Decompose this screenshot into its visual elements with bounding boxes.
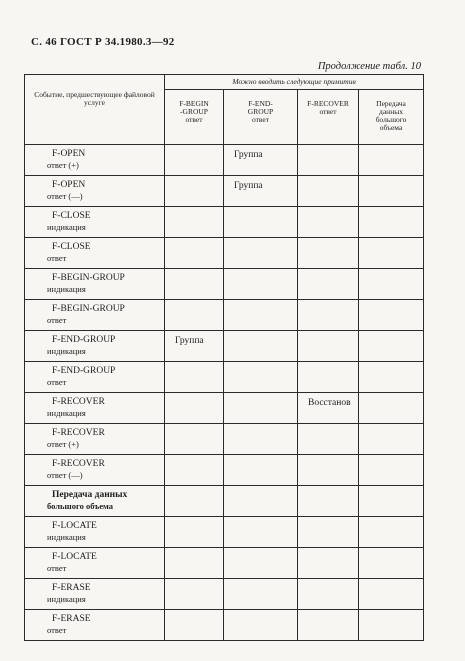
event-cell bbox=[25, 176, 165, 207]
column-header-line: объема bbox=[379, 123, 403, 132]
value-cell bbox=[165, 176, 224, 207]
value-cell bbox=[359, 579, 424, 610]
value-cell bbox=[359, 145, 424, 176]
value-cell bbox=[298, 517, 359, 548]
event-column-header: Событие, предшествующее файловой услуге bbox=[25, 75, 165, 145]
table-row bbox=[25, 207, 424, 238]
event-name: F-BEGIN-GROUP bbox=[52, 273, 125, 283]
event-type: ответ (—) bbox=[47, 470, 83, 480]
event-cell bbox=[25, 610, 165, 641]
value-cell bbox=[298, 579, 359, 610]
event-type: индикация bbox=[47, 346, 86, 356]
event-name: F-RECOVER bbox=[52, 397, 105, 407]
column-header-line: F-END- bbox=[248, 99, 273, 108]
value-cell bbox=[359, 176, 424, 207]
value-cell bbox=[165, 145, 224, 176]
value-cell bbox=[359, 362, 424, 393]
column-header-line: F-BEGIN bbox=[179, 99, 209, 108]
event-type: индикация bbox=[47, 594, 86, 604]
value-cell bbox=[298, 548, 359, 579]
column-header bbox=[298, 90, 359, 145]
table-row bbox=[25, 145, 424, 176]
value-cell: Группа bbox=[224, 176, 298, 207]
table-row bbox=[25, 393, 424, 424]
value-cell bbox=[298, 300, 359, 331]
value-cell bbox=[298, 145, 359, 176]
table-row bbox=[25, 300, 424, 331]
value-cell bbox=[165, 269, 224, 300]
event-cell bbox=[25, 269, 165, 300]
table-row bbox=[25, 579, 424, 610]
event-type: ответ bbox=[47, 315, 67, 325]
value-cell bbox=[359, 486, 424, 517]
value-cell bbox=[165, 393, 224, 424]
event-type: индикация bbox=[47, 284, 86, 294]
event-name: F-CLOSE bbox=[52, 211, 91, 221]
event-cell bbox=[25, 548, 165, 579]
value-cell bbox=[165, 207, 224, 238]
table-continuation-label: Продолжение табл. 10 bbox=[317, 61, 421, 72]
column-header bbox=[165, 90, 224, 145]
value-cell bbox=[359, 548, 424, 579]
table-row bbox=[25, 176, 424, 207]
value-cell bbox=[224, 269, 298, 300]
value-cell bbox=[359, 393, 424, 424]
value-cell: Группа bbox=[165, 331, 224, 362]
event-type: ответ bbox=[47, 253, 67, 263]
value-cell bbox=[224, 517, 298, 548]
value-cell bbox=[298, 176, 359, 207]
value-cell bbox=[224, 579, 298, 610]
event-type: ответ (+) bbox=[47, 439, 79, 449]
table-row bbox=[25, 424, 424, 455]
table-row bbox=[25, 486, 424, 517]
table-row bbox=[25, 269, 424, 300]
column-header-line: ответ bbox=[319, 107, 337, 116]
value-cell bbox=[224, 207, 298, 238]
table-row bbox=[25, 238, 424, 269]
value-cell bbox=[298, 455, 359, 486]
value-cell bbox=[224, 548, 298, 579]
table-row bbox=[25, 455, 424, 486]
value-cell: Группа bbox=[224, 145, 298, 176]
event-name: F-OPEN bbox=[52, 149, 86, 159]
event-cell bbox=[25, 393, 165, 424]
primitives-table bbox=[24, 74, 424, 641]
value-cell bbox=[359, 269, 424, 300]
event-type: индикация bbox=[47, 222, 86, 232]
column-header bbox=[359, 90, 424, 145]
event-name: F-OPEN bbox=[52, 180, 86, 190]
value-cell bbox=[298, 362, 359, 393]
value-cell bbox=[224, 424, 298, 455]
column-header-line: -GROUP bbox=[180, 107, 208, 116]
column-header-line: GROUP bbox=[247, 107, 274, 116]
table-row bbox=[25, 548, 424, 579]
value-cell bbox=[359, 424, 424, 455]
event-name: F-LOCATE bbox=[52, 552, 97, 562]
value-cell bbox=[224, 393, 298, 424]
table-row bbox=[25, 610, 424, 641]
value-cell bbox=[165, 548, 224, 579]
event-name: F-RECOVER bbox=[52, 459, 105, 469]
value-cell bbox=[359, 300, 424, 331]
event-cell bbox=[25, 517, 165, 548]
page-header: С. 46 ГОСТ Р 34.1980.3—92 bbox=[31, 36, 175, 48]
event-name: F-END-GROUP bbox=[52, 335, 116, 345]
event-cell bbox=[25, 486, 165, 517]
value-cell bbox=[298, 610, 359, 641]
value-cell bbox=[165, 300, 224, 331]
value-cell bbox=[224, 362, 298, 393]
value-cell bbox=[224, 300, 298, 331]
value-cell bbox=[224, 610, 298, 641]
value-cell bbox=[165, 455, 224, 486]
event-name: F-ERASE bbox=[52, 614, 91, 624]
column-header-line: данных bbox=[379, 107, 403, 116]
column-header bbox=[224, 90, 298, 145]
column-header-line: Передача bbox=[376, 99, 406, 108]
event-name: F-END-GROUP bbox=[52, 366, 116, 376]
table-row bbox=[25, 362, 424, 393]
event-cell bbox=[25, 424, 165, 455]
value-cell bbox=[359, 238, 424, 269]
event-cell bbox=[25, 207, 165, 238]
value-cell bbox=[298, 424, 359, 455]
value-cell bbox=[165, 424, 224, 455]
event-cell bbox=[25, 238, 165, 269]
table-row bbox=[25, 517, 424, 548]
event-cell bbox=[25, 300, 165, 331]
value-cell bbox=[298, 269, 359, 300]
event-type: индикация bbox=[47, 532, 86, 542]
column-header-line: F-RECOVER bbox=[307, 99, 349, 108]
event-type: ответ (+) bbox=[47, 160, 79, 170]
value-cell bbox=[165, 610, 224, 641]
value-cell bbox=[165, 517, 224, 548]
value-cell bbox=[359, 610, 424, 641]
event-type: ответ (—) bbox=[47, 191, 83, 201]
event-name: F-ERASE bbox=[52, 583, 91, 593]
value-cell bbox=[165, 362, 224, 393]
event-name: Передача данных bbox=[52, 490, 128, 500]
event-cell bbox=[25, 331, 165, 362]
column-header-line: ответ bbox=[251, 115, 270, 124]
value-cell bbox=[298, 331, 359, 362]
value-cell bbox=[359, 331, 424, 362]
value-cell bbox=[359, 207, 424, 238]
value-cell bbox=[224, 455, 298, 486]
event-name: F-CLOSE bbox=[52, 242, 91, 252]
group-header: Можно вводить следующие примитив bbox=[165, 75, 424, 90]
value-cell bbox=[224, 486, 298, 517]
event-type: ответ bbox=[47, 563, 67, 573]
column-header-line: ответ bbox=[185, 115, 203, 124]
event-name: F-BEGIN-GROUP bbox=[52, 304, 125, 314]
value-cell: Восстанов bbox=[298, 393, 359, 424]
event-name: F-RECOVER bbox=[52, 428, 105, 438]
table-row bbox=[25, 331, 424, 362]
value-cell bbox=[359, 455, 424, 486]
event-cell bbox=[25, 362, 165, 393]
value-cell bbox=[224, 331, 298, 362]
event-cell bbox=[25, 455, 165, 486]
column-header-line: большого bbox=[375, 115, 407, 124]
event-type: большого объема bbox=[47, 501, 113, 511]
value-cell bbox=[359, 517, 424, 548]
event-type: ответ bbox=[47, 625, 67, 635]
value-cell bbox=[165, 579, 224, 610]
event-cell bbox=[25, 579, 165, 610]
event-type: ответ bbox=[47, 377, 67, 387]
value-cell bbox=[224, 238, 298, 269]
value-cell bbox=[298, 207, 359, 238]
value-cell bbox=[165, 486, 224, 517]
value-cell bbox=[298, 486, 359, 517]
event-name: F-LOCATE bbox=[52, 521, 97, 531]
event-cell bbox=[25, 145, 165, 176]
event-type: индикация bbox=[47, 408, 86, 418]
value-cell bbox=[298, 238, 359, 269]
value-cell bbox=[165, 238, 224, 269]
